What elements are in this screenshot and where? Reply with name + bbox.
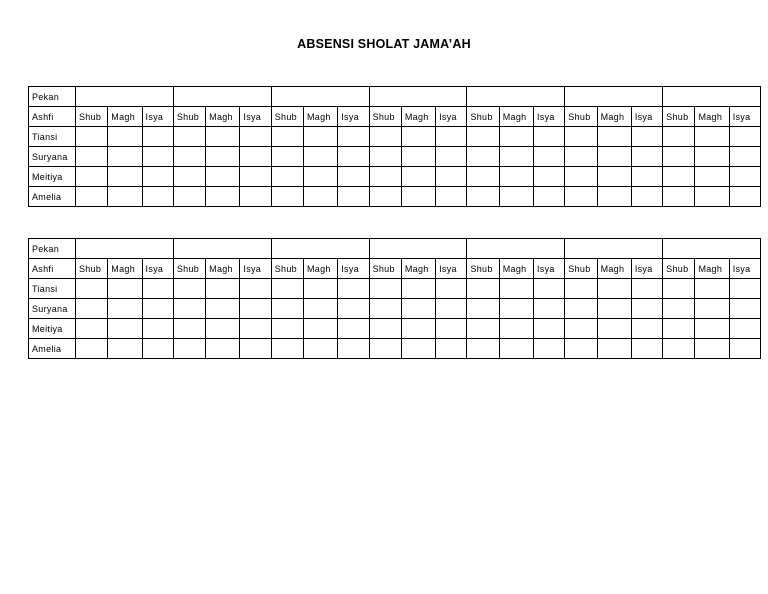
attendance-cell <box>304 147 338 167</box>
attendance-cell <box>401 319 435 339</box>
attendance-cell <box>499 339 533 359</box>
attendance-cell <box>597 279 631 299</box>
attendance-cell <box>206 339 240 359</box>
attendance-cell <box>467 167 499 187</box>
attendance-cell <box>206 299 240 319</box>
attendance-cell <box>467 147 499 167</box>
attendance-cell <box>565 339 597 359</box>
row-name: Amelia <box>29 339 76 359</box>
pekan-cell <box>369 239 467 259</box>
attendance-cell <box>173 147 205 167</box>
attendance-cell <box>206 127 240 147</box>
attendance-cell <box>695 319 729 339</box>
attendance-cell <box>597 319 631 339</box>
pekan-cell <box>565 87 663 107</box>
attendance-cell <box>533 187 564 207</box>
attendance-cell <box>271 319 303 339</box>
attendance-cell <box>663 167 695 187</box>
attendance-cell <box>142 339 173 359</box>
prayer-header: Shub <box>369 107 401 127</box>
attendance-cell <box>108 187 142 207</box>
attendance-cell <box>401 279 435 299</box>
pekan-cell <box>173 87 271 107</box>
attendance-cell <box>436 167 467 187</box>
attendance-cell <box>76 187 108 207</box>
prayer-header: Magh <box>499 107 533 127</box>
attendance-cell <box>631 167 662 187</box>
attendance-cell <box>338 147 369 167</box>
attendance-cell <box>108 299 142 319</box>
attendance-cell <box>565 319 597 339</box>
pekan-cell <box>76 87 174 107</box>
prayer-header: Isya <box>631 259 662 279</box>
attendance-cell <box>142 319 173 339</box>
prayer-header: Shub <box>271 259 303 279</box>
prayer-header: Magh <box>695 259 729 279</box>
attendance-cell <box>436 187 467 207</box>
attendance-cell <box>76 339 108 359</box>
attendance-cell <box>142 279 173 299</box>
attendance-cell <box>467 127 499 147</box>
attendance-cell <box>499 167 533 187</box>
attendance-cell <box>663 279 695 299</box>
attendance-cell <box>206 279 240 299</box>
attendance-cell <box>304 319 338 339</box>
attendance-cell <box>631 127 662 147</box>
attendance-cell <box>401 187 435 207</box>
attendance-cell <box>663 319 695 339</box>
prayer-header: Magh <box>304 259 338 279</box>
pekan-cell <box>173 239 271 259</box>
attendance-cell <box>631 339 662 359</box>
table-row <box>29 187 761 207</box>
pekan-cell <box>467 239 565 259</box>
attendance-cell <box>533 339 564 359</box>
table-row <box>29 147 761 167</box>
attendance-cell <box>173 187 205 207</box>
page-title: ABSENSI SHOLAT JAMA’AH <box>297 37 471 51</box>
attendance-cell <box>499 147 533 167</box>
attendance-cell <box>565 167 597 187</box>
attendance-cell <box>173 279 205 299</box>
attendance-cell <box>499 187 533 207</box>
table-row <box>29 319 761 339</box>
attendance-cell <box>436 339 467 359</box>
prayer-header: Magh <box>108 107 142 127</box>
attendance-cell <box>173 319 205 339</box>
table-row <box>29 127 761 147</box>
prayer-header: Shub <box>467 107 499 127</box>
attendance-cell <box>369 339 401 359</box>
attendance-cell <box>401 167 435 187</box>
attendance-cell <box>401 127 435 147</box>
prayer-header: Shub <box>173 107 205 127</box>
attendance-cell <box>271 147 303 167</box>
attendance-cell <box>729 147 760 167</box>
attendance-cell <box>467 319 499 339</box>
attendance-cell <box>436 299 467 319</box>
pekan-row <box>29 87 761 107</box>
table-row <box>29 259 761 279</box>
attendance-cell <box>597 339 631 359</box>
attendance-cell <box>108 167 142 187</box>
attendance-cell <box>240 299 271 319</box>
row-name: Meitiya <box>29 319 76 339</box>
attendance-cell <box>401 147 435 167</box>
row-name: Tiansi <box>29 279 76 299</box>
attendance-cell <box>240 187 271 207</box>
row-name: Amelia <box>29 187 76 207</box>
attendance-cell <box>338 339 369 359</box>
prayer-header: Magh <box>401 259 435 279</box>
attendance-cell <box>695 147 729 167</box>
prayer-header: Isya <box>436 107 467 127</box>
attendance-cell <box>565 299 597 319</box>
attendance-cell <box>467 279 499 299</box>
attendance-cell <box>631 319 662 339</box>
attendance-cell <box>663 299 695 319</box>
attendance-cell <box>436 319 467 339</box>
prayer-header: Shub <box>565 259 597 279</box>
attendance-cell <box>142 187 173 207</box>
attendance-cell <box>240 127 271 147</box>
prayer-header: Isya <box>240 259 271 279</box>
attendance-cell <box>467 187 499 207</box>
prayer-header: Isya <box>142 259 173 279</box>
prayer-header: Shub <box>663 107 695 127</box>
prayer-header: Magh <box>304 107 338 127</box>
attendance-cell <box>338 187 369 207</box>
attendance-cell <box>108 279 142 299</box>
attendance-cell <box>173 299 205 319</box>
attendance-cell <box>369 167 401 187</box>
prayer-header: Isya <box>142 107 173 127</box>
attendance-cell <box>76 147 108 167</box>
prayer-header: Magh <box>108 259 142 279</box>
row-name: Ashfi <box>29 107 76 127</box>
attendance-cell <box>695 279 729 299</box>
pekan-cell <box>76 239 174 259</box>
attendance-cell <box>631 147 662 167</box>
prayer-header: Shub <box>467 259 499 279</box>
attendance-cell <box>729 299 760 319</box>
attendance-cell <box>729 319 760 339</box>
attendance-cell <box>240 147 271 167</box>
attendance-cell <box>304 127 338 147</box>
prayer-header: Isya <box>240 107 271 127</box>
attendance-cell <box>436 127 467 147</box>
prayer-header: Shub <box>271 107 303 127</box>
pekan-cell <box>369 87 467 107</box>
prayer-header: Magh <box>499 259 533 279</box>
attendance-cell <box>108 339 142 359</box>
attendance-cell <box>206 167 240 187</box>
table-row <box>29 299 761 319</box>
attendance-cell <box>76 279 108 299</box>
prayer-header: Isya <box>436 259 467 279</box>
prayer-header: Isya <box>533 259 564 279</box>
attendance-cell <box>173 167 205 187</box>
row-name: Ashfi <box>29 259 76 279</box>
attendance-cell <box>597 299 631 319</box>
attendance-cell <box>271 279 303 299</box>
pekan-label: Pekan <box>29 239 76 259</box>
prayer-header: Magh <box>695 107 729 127</box>
prayer-header: Shub <box>663 259 695 279</box>
attendance-cell <box>499 319 533 339</box>
prayer-header: Isya <box>338 259 369 279</box>
prayer-header: Isya <box>729 107 760 127</box>
attendance-cell <box>729 279 760 299</box>
attendance-cell <box>695 187 729 207</box>
attendance-cell <box>304 339 338 359</box>
attendance-cell <box>436 147 467 167</box>
attendance-cell <box>695 127 729 147</box>
prayer-header: Isya <box>533 107 564 127</box>
pekan-cell <box>467 87 565 107</box>
attendance-cell <box>631 299 662 319</box>
row-name: Suryana <box>29 299 76 319</box>
attendance-cell <box>142 167 173 187</box>
attendance-cell <box>108 319 142 339</box>
prayer-header: Shub <box>369 259 401 279</box>
attendance-cell <box>240 319 271 339</box>
prayer-header: Isya <box>729 259 760 279</box>
prayer-header: Shub <box>173 259 205 279</box>
attendance-cell <box>467 299 499 319</box>
attendance-cell <box>729 187 760 207</box>
attendance-cell <box>108 127 142 147</box>
attendance-cell <box>369 299 401 319</box>
attendance-cell <box>597 187 631 207</box>
pekan-cell <box>663 239 761 259</box>
attendance-cell <box>695 299 729 319</box>
attendance-cell <box>338 279 369 299</box>
attendance-cell <box>533 299 564 319</box>
attendance-cell <box>142 127 173 147</box>
attendance-cell <box>565 147 597 167</box>
pekan-cell <box>271 239 369 259</box>
attendance-cell <box>499 299 533 319</box>
table-row <box>29 339 761 359</box>
attendance-cell <box>369 319 401 339</box>
attendance-cell <box>499 127 533 147</box>
attendance-cell <box>729 127 760 147</box>
attendance-cell <box>142 147 173 167</box>
prayer-header: Magh <box>206 259 240 279</box>
attendance-cell <box>271 339 303 359</box>
attendance-cell <box>631 187 662 207</box>
attendance-cell <box>729 339 760 359</box>
row-name: Suryana <box>29 147 76 167</box>
pekan-cell <box>663 87 761 107</box>
attendance-cell <box>206 319 240 339</box>
attendance-cell <box>467 339 499 359</box>
attendance-cell <box>533 279 564 299</box>
attendance-cell <box>499 279 533 299</box>
attendance-cell <box>76 127 108 147</box>
pekan-label: Pekan <box>29 87 76 107</box>
attendance-cell <box>271 187 303 207</box>
attendance-cell <box>304 299 338 319</box>
attendance-cell <box>369 187 401 207</box>
attendance-cell <box>695 339 729 359</box>
attendance-cell <box>565 127 597 147</box>
prayer-header: Magh <box>597 259 631 279</box>
attendance-cell <box>565 279 597 299</box>
attendance-cell <box>729 167 760 187</box>
table-row <box>29 167 761 187</box>
prayer-header: Isya <box>338 107 369 127</box>
attendance-cell <box>597 127 631 147</box>
attendance-cell <box>206 187 240 207</box>
attendance-cell <box>597 147 631 167</box>
attendance-cell <box>369 127 401 147</box>
attendance-cell <box>206 147 240 167</box>
attendance-cell <box>338 167 369 187</box>
attendance-cell <box>76 167 108 187</box>
attendance-cell <box>108 147 142 167</box>
prayer-header: Shub <box>565 107 597 127</box>
prayer-header: Magh <box>597 107 631 127</box>
attendance-cell <box>401 299 435 319</box>
attendance-cell <box>76 319 108 339</box>
attendance-cell <box>533 319 564 339</box>
attendance-cell <box>663 187 695 207</box>
attendance-cell <box>663 127 695 147</box>
attendance-cell <box>142 299 173 319</box>
attendance-cell <box>597 167 631 187</box>
attendance-cell <box>304 167 338 187</box>
attendance-cell <box>338 319 369 339</box>
attendance-cell <box>663 147 695 167</box>
attendance-cell <box>271 167 303 187</box>
attendance-cell <box>76 299 108 319</box>
attendance-cell <box>271 127 303 147</box>
table-row <box>29 107 761 127</box>
attendance-cell <box>338 127 369 147</box>
prayer-header: Magh <box>401 107 435 127</box>
table-row <box>29 279 761 299</box>
attendance-cell <box>533 167 564 187</box>
attendance-table-1 <box>28 86 761 207</box>
pekan-cell <box>271 87 369 107</box>
attendance-cell <box>240 339 271 359</box>
attendance-cell <box>533 127 564 147</box>
prayer-header: Shub <box>76 107 108 127</box>
attendance-cell <box>565 187 597 207</box>
attendance-cell <box>338 299 369 319</box>
attendance-cell <box>695 167 729 187</box>
attendance-cell <box>304 279 338 299</box>
pekan-cell <box>565 239 663 259</box>
attendance-cell <box>436 279 467 299</box>
attendance-cell <box>533 147 564 167</box>
attendance-cell <box>271 299 303 319</box>
prayer-header: Isya <box>631 107 662 127</box>
row-name: Tiansi <box>29 127 76 147</box>
row-name: Meitiya <box>29 167 76 187</box>
attendance-cell <box>173 339 205 359</box>
attendance-cell <box>631 279 662 299</box>
pekan-row <box>29 239 761 259</box>
attendance-cell <box>304 187 338 207</box>
attendance-cell <box>663 339 695 359</box>
attendance-cell <box>369 147 401 167</box>
attendance-cell <box>369 279 401 299</box>
prayer-header: Magh <box>206 107 240 127</box>
attendance-cell <box>240 279 271 299</box>
attendance-cell <box>401 339 435 359</box>
attendance-cell <box>173 127 205 147</box>
attendance-table-2 <box>28 238 761 359</box>
prayer-header: Shub <box>76 259 108 279</box>
attendance-cell <box>240 167 271 187</box>
